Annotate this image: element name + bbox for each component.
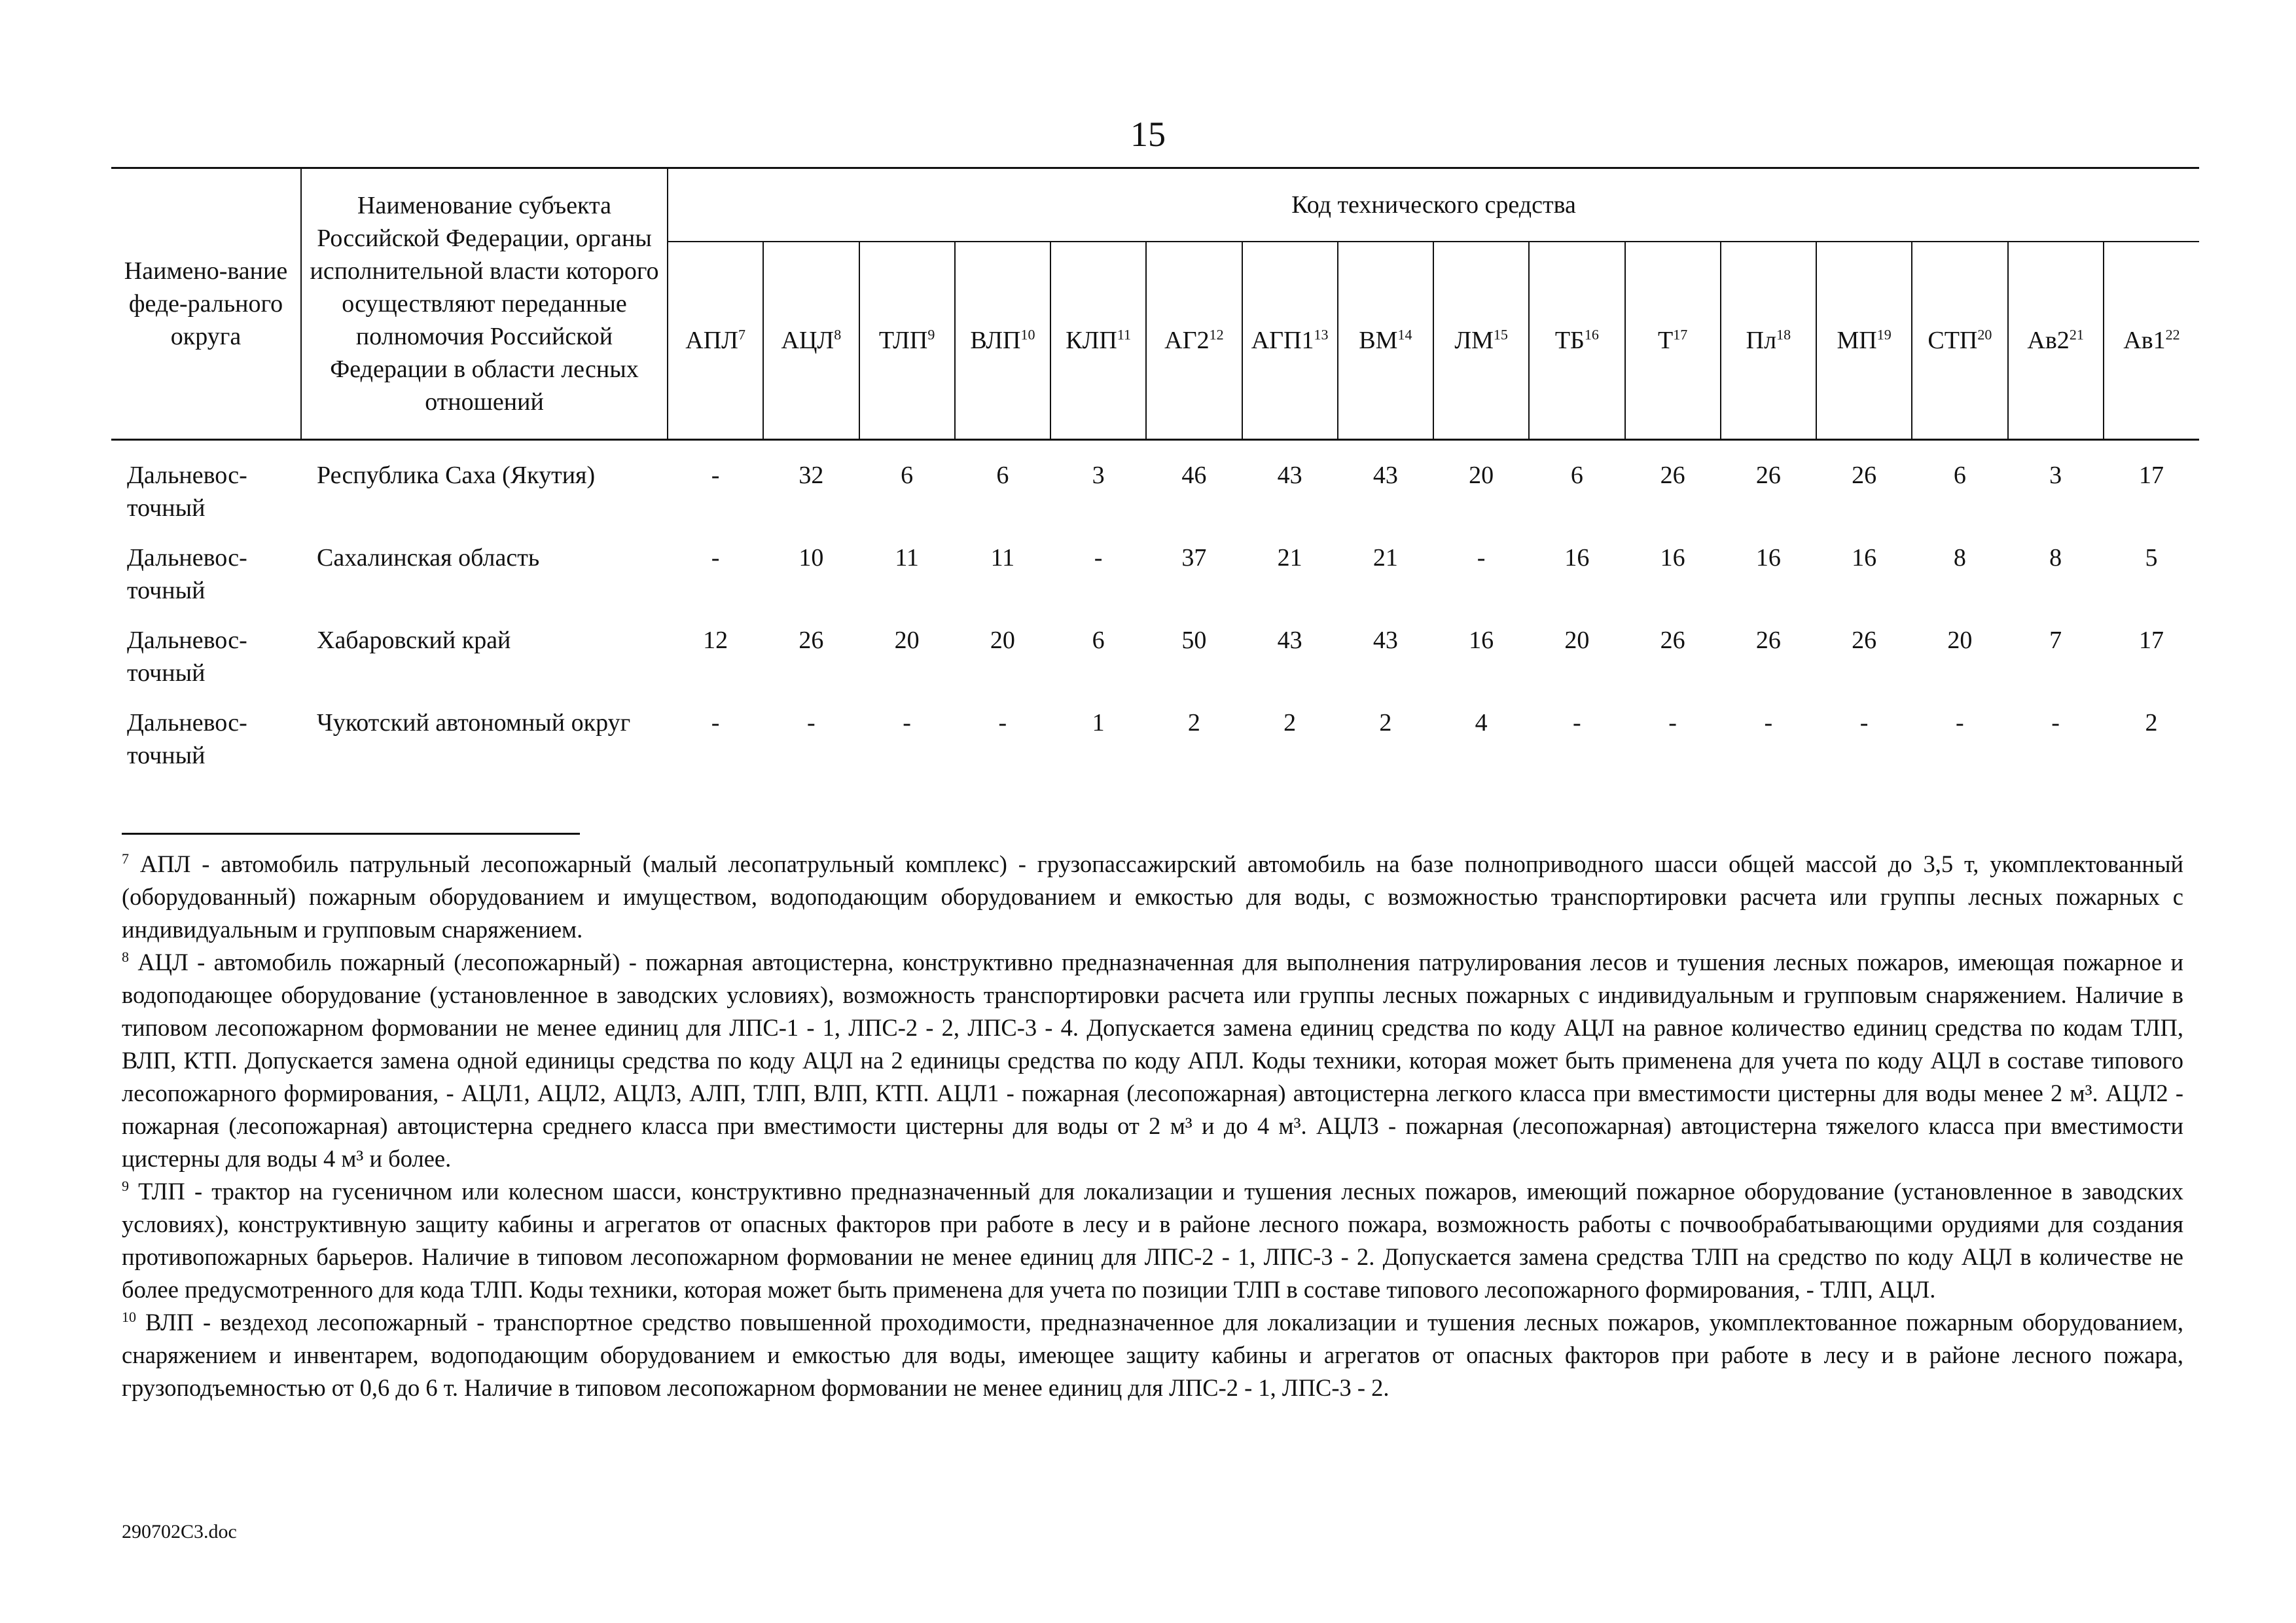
value-cell: 43 [1372,627,1398,654]
value-cell: 43 [1372,462,1398,489]
code-header-8 [1338,242,1433,440]
subject-column-header: Наименование субъекта Российской Федерации, органы исполнительной власти которого осуществляют переданные полномочия Российской Федерации в области лесных отношений [301,168,668,440]
code-header-16 [2104,242,2199,440]
footnote-text: ТЛП - трактор на гусеничном или колесном шасси, конструктивно предназначенный для локализации и тушения лесных пожаров, имеющий пожарное оборудование (установленное в заводских условиях), конструктивную защиту кабины и агрегатов от опасных факторов при работе в лесу и в районе лесного пожара, возможность работы с почвообрабатывающими орудиями для создания противопожарных барьеров. Наличие в типовом лесопожарном формовании не менее единиц для ЛПС-2 - 1, ЛПС-3 - 2. Допускается замена средства ТЛП на средство по коду АЦЛ в количестве не более предусмотренного для кода ТЛП. Коды техники, которая может быть применена для учета по позиции ТЛП в составе типового лесопожарного формирования, - ТЛП, АЦЛ. [122,1178,2183,1303]
code-footnote-ref: 20 [1977,326,1992,343]
code-footnote-ref: 19 [1876,326,1892,343]
code-label: АГП1 [1251,327,1314,354]
value-cell: 26 [1660,462,1685,489]
value-cell: 6 [1953,462,1966,489]
code-footnote-ref: 15 [1493,326,1508,343]
value-cell: 2 [1379,709,1392,737]
code-label: АЦЛ [781,327,834,354]
district-cell: Дальневос-точный [127,627,247,687]
value-cell: 26 [1755,462,1781,489]
value-cell: 21 [1372,544,1398,572]
footnote-number: 8 [122,948,129,965]
value-cell: 17 [2138,462,2164,489]
code-footnote-ref: 7 [738,326,745,343]
value-cell: 26 [1755,627,1781,654]
value-cell: 6 [1092,627,1105,654]
code-footnote-ref: 11 [1117,326,1131,343]
code-label: ВЛП [970,327,1021,354]
value-cell: - [903,709,911,737]
value-cell: - [1573,709,1581,737]
table-header-row [111,168,2199,242]
code-header-2 [763,242,859,440]
value-cell: 11 [895,544,919,572]
code-label: СТП [1928,327,1978,354]
value-cell: 2 [2145,709,2158,737]
code-header-12 [1721,242,1816,440]
code-footnote-ref: 18 [1776,326,1791,343]
code-label: АПЛ [685,327,738,354]
value-cell: 20 [1564,627,1590,654]
value-cell: - [1764,709,1773,737]
code-label: АГ2 [1164,327,1210,354]
district-cell: Дальневос-точный [127,709,247,769]
footnote-text: АПЛ - автомобиль патрульный лесопожарный (малый лесопатрульный комплекс) - грузопассажирский автомобиль на базе полноприводного шасси общей массой до 3,5 т, укомплектованный (оборудованный) пожарным оборудованием и имуществом, водоподающим оборудованием и емкостью для воды, с возможностью транспортировки расчета или группы лесных пожарных с индивидуальным и групповым снаряжением. [122,850,2183,943]
subject-cell: Сахалинская область [317,544,540,572]
value-cell: - [711,709,720,737]
table-row [111,440,2199,542]
value-cell: 21 [1277,544,1302,572]
code-header-11 [1625,242,1721,440]
value-cell: 26 [1660,627,1685,654]
page-number: 15 [1130,115,1166,154]
value-cell: 16 [1660,544,1685,572]
code-label: ТБ [1554,327,1585,354]
value-cell: 16 [1564,544,1590,572]
footnote-number: 7 [122,850,129,867]
value-cell: 26 [1852,627,1877,654]
code-label: КЛП [1066,327,1117,354]
code-header-7 [1242,242,1338,440]
value-cell: 50 [1181,627,1207,654]
value-cell: - [1859,709,1869,737]
value-cell: - [1094,544,1103,572]
code-footnote-ref: 9 [927,326,935,343]
value-cell: 6 [901,462,914,489]
code-header-3 [859,242,955,440]
code-footnote-ref: 17 [1673,326,1688,343]
footnote [122,1175,2183,1306]
code-label: Т [1658,327,1674,354]
value-cell: 11 [990,544,1015,572]
value-cell: 16 [1852,544,1877,572]
code-label: ЛМ [1454,327,1494,354]
value-cell: 20 [990,627,1015,654]
code-label: ВМ [1359,327,1398,354]
code-header-5 [1050,242,1146,440]
code-label: МП [1837,327,1877,354]
value-cell: - [711,544,720,572]
value-cell: 20 [1469,462,1494,489]
code-label: Пл [1746,327,1777,354]
code-header-4 [955,242,1050,440]
code-footnote-ref: 13 [1314,326,1329,343]
code-footnote-ref: 22 [2165,326,2180,343]
value-cell: 20 [894,627,920,654]
value-cell: 17 [2138,627,2164,654]
value-cell: 46 [1181,462,1207,489]
value-cell: 3 [1092,462,1105,489]
value-cell: 2 [1187,709,1200,737]
footnotes [122,848,2183,1404]
footnote [122,1306,2183,1404]
value-cell: 7 [2049,627,2062,654]
value-cell: 12 [703,627,728,654]
code-footnote-ref: 8 [834,326,842,343]
code-header-1 [668,242,763,440]
value-cell: 43 [1277,627,1302,654]
code-header-6 [1146,242,1242,440]
value-cell: - [1956,709,1964,737]
value-cell: 3 [2049,462,2062,489]
code-header-13 [1816,242,1912,440]
value-cell: 10 [798,544,824,572]
table-row [111,624,2199,706]
code-footnote-ref: 10 [1020,326,1035,343]
value-cell: 26 [798,627,824,654]
table-row [111,706,2199,789]
subject-cell: Хабаровский край [317,627,511,654]
value-cell: 1 [1092,709,1105,737]
code-footnote-ref: 12 [1209,326,1224,343]
footnote [122,946,2183,1175]
code-label: Ав2 [2027,327,2070,354]
value-cell: 32 [798,462,824,489]
code-footnote-ref: 16 [1584,326,1599,343]
value-cell: - [998,709,1007,737]
footnote-text: АЦЛ - автомобиль пожарный (лесопожарный) - пожарная автоцистерна, конструктивно предназначенная для выполнения патрулирования лесов и тушения лесных пожаров, имеющая пожарное и водоподающее оборудование (установленное в заводских условиях), возможность транспортировки расчета или группы лесных пожарных с индивидуальным и групповым снаряжением. Наличие в типовом лесопожарном формовании не менее единиц для ЛПС-1 - 1, ЛПС-2 - 2, ЛПС-3 - 4. Допускается замена единиц средства по коду АЦЛ на равное количество единиц средства по кодам ТЛП, ВЛП, КТП. Допускается замена одной единицы средства по коду АЦЛ на 2 единицы средства по коду АПЛ. Коды техники, которая может быть применена для учета по коду АЦЛ в составе типового лесопожарного формирования, - АЦЛ1, АЦЛ2, АЦЛ3, АЛП, ТЛП, ВЛП, КТП. АЦЛ1 - пожарная (лесопожарная) автоцистерна легкого класса при вместимости цистерны для воды менее 2 м³. АЦЛ2 - пожарная (лесопожарная) автоцистерна среднего класса при вместимости цистерны для воды от 2 м³ и до 4 м³. АЦЛ3 - пожарная (лесопожарная) автоцистерна тяжелого класса при вместимости цистерны для воды 4 м³ и более. [122,949,2183,1172]
table-body [111,440,2199,790]
value-cell: - [1477,544,1486,572]
value-cell: 4 [1475,709,1488,737]
value-cell: 5 [2145,544,2158,572]
district-cell: Дальневос-точный [127,462,247,522]
footnote [122,848,2183,946]
code-header-9 [1433,242,1529,440]
value-cell: 8 [2049,544,2062,572]
footnote-text: ВЛП - вездеход лесопожарный - транспортное средство повышенной проходимости, предназначенное для локализации и тушения лесных пожаров, укомплектованное пожарным оборудованием, снаряжением и инвентарем, водоподающим оборудованием и емкостью для воды, имеющее защиту кабины и агрегатов от опасных факторов при работе в лесу и в районе лесного пожара, грузоподъемностью от 0,6 до 6 т. Наличие в типовом лесопожарном формовании не менее единиц для ЛПС-2 - 1, ЛПС-3 - 2. [122,1309,2183,1401]
code-label: Ав1 [2123,327,2166,354]
subject-cell: Республика Саха (Якутия) [317,462,596,489]
value-cell: 16 [1469,627,1494,654]
code-header-15 [2008,242,2104,440]
footnote-number: 9 [122,1177,129,1194]
district-cell: Дальневос-точный [127,544,247,604]
value-cell: 20 [1947,627,1973,654]
code-group-header: Код технического средства [668,168,2199,242]
code-footnote-ref: 14 [1397,326,1412,343]
code-header-14 [1912,242,2007,440]
table-row [111,541,2199,624]
footnote-separator [122,833,580,835]
value-cell: 37 [1181,544,1207,572]
code-footnote-ref: 21 [2069,326,2084,343]
value-cell: - [1668,709,1677,737]
code-header-10 [1529,242,1624,440]
value-cell: 16 [1755,544,1781,572]
value-cell: - [2051,709,2060,737]
file-name: 290702C3.doc [122,1521,237,1542]
footnote-number: 10 [122,1308,136,1325]
district-column-header: Наимено-вание феде-рального округа [111,168,301,440]
value-cell: - [711,462,720,489]
technical-means-table [111,167,2199,789]
value-cell: 26 [1852,462,1877,489]
value-cell: 2 [1283,709,1297,737]
code-label: ТЛП [878,327,928,354]
value-cell: 43 [1277,462,1302,489]
value-cell: 6 [1570,462,1583,489]
subject-cell: Чукотский автономный округ [317,709,631,737]
value-cell: 6 [996,462,1009,489]
value-cell: 8 [1953,544,1966,572]
value-cell: - [807,709,816,737]
